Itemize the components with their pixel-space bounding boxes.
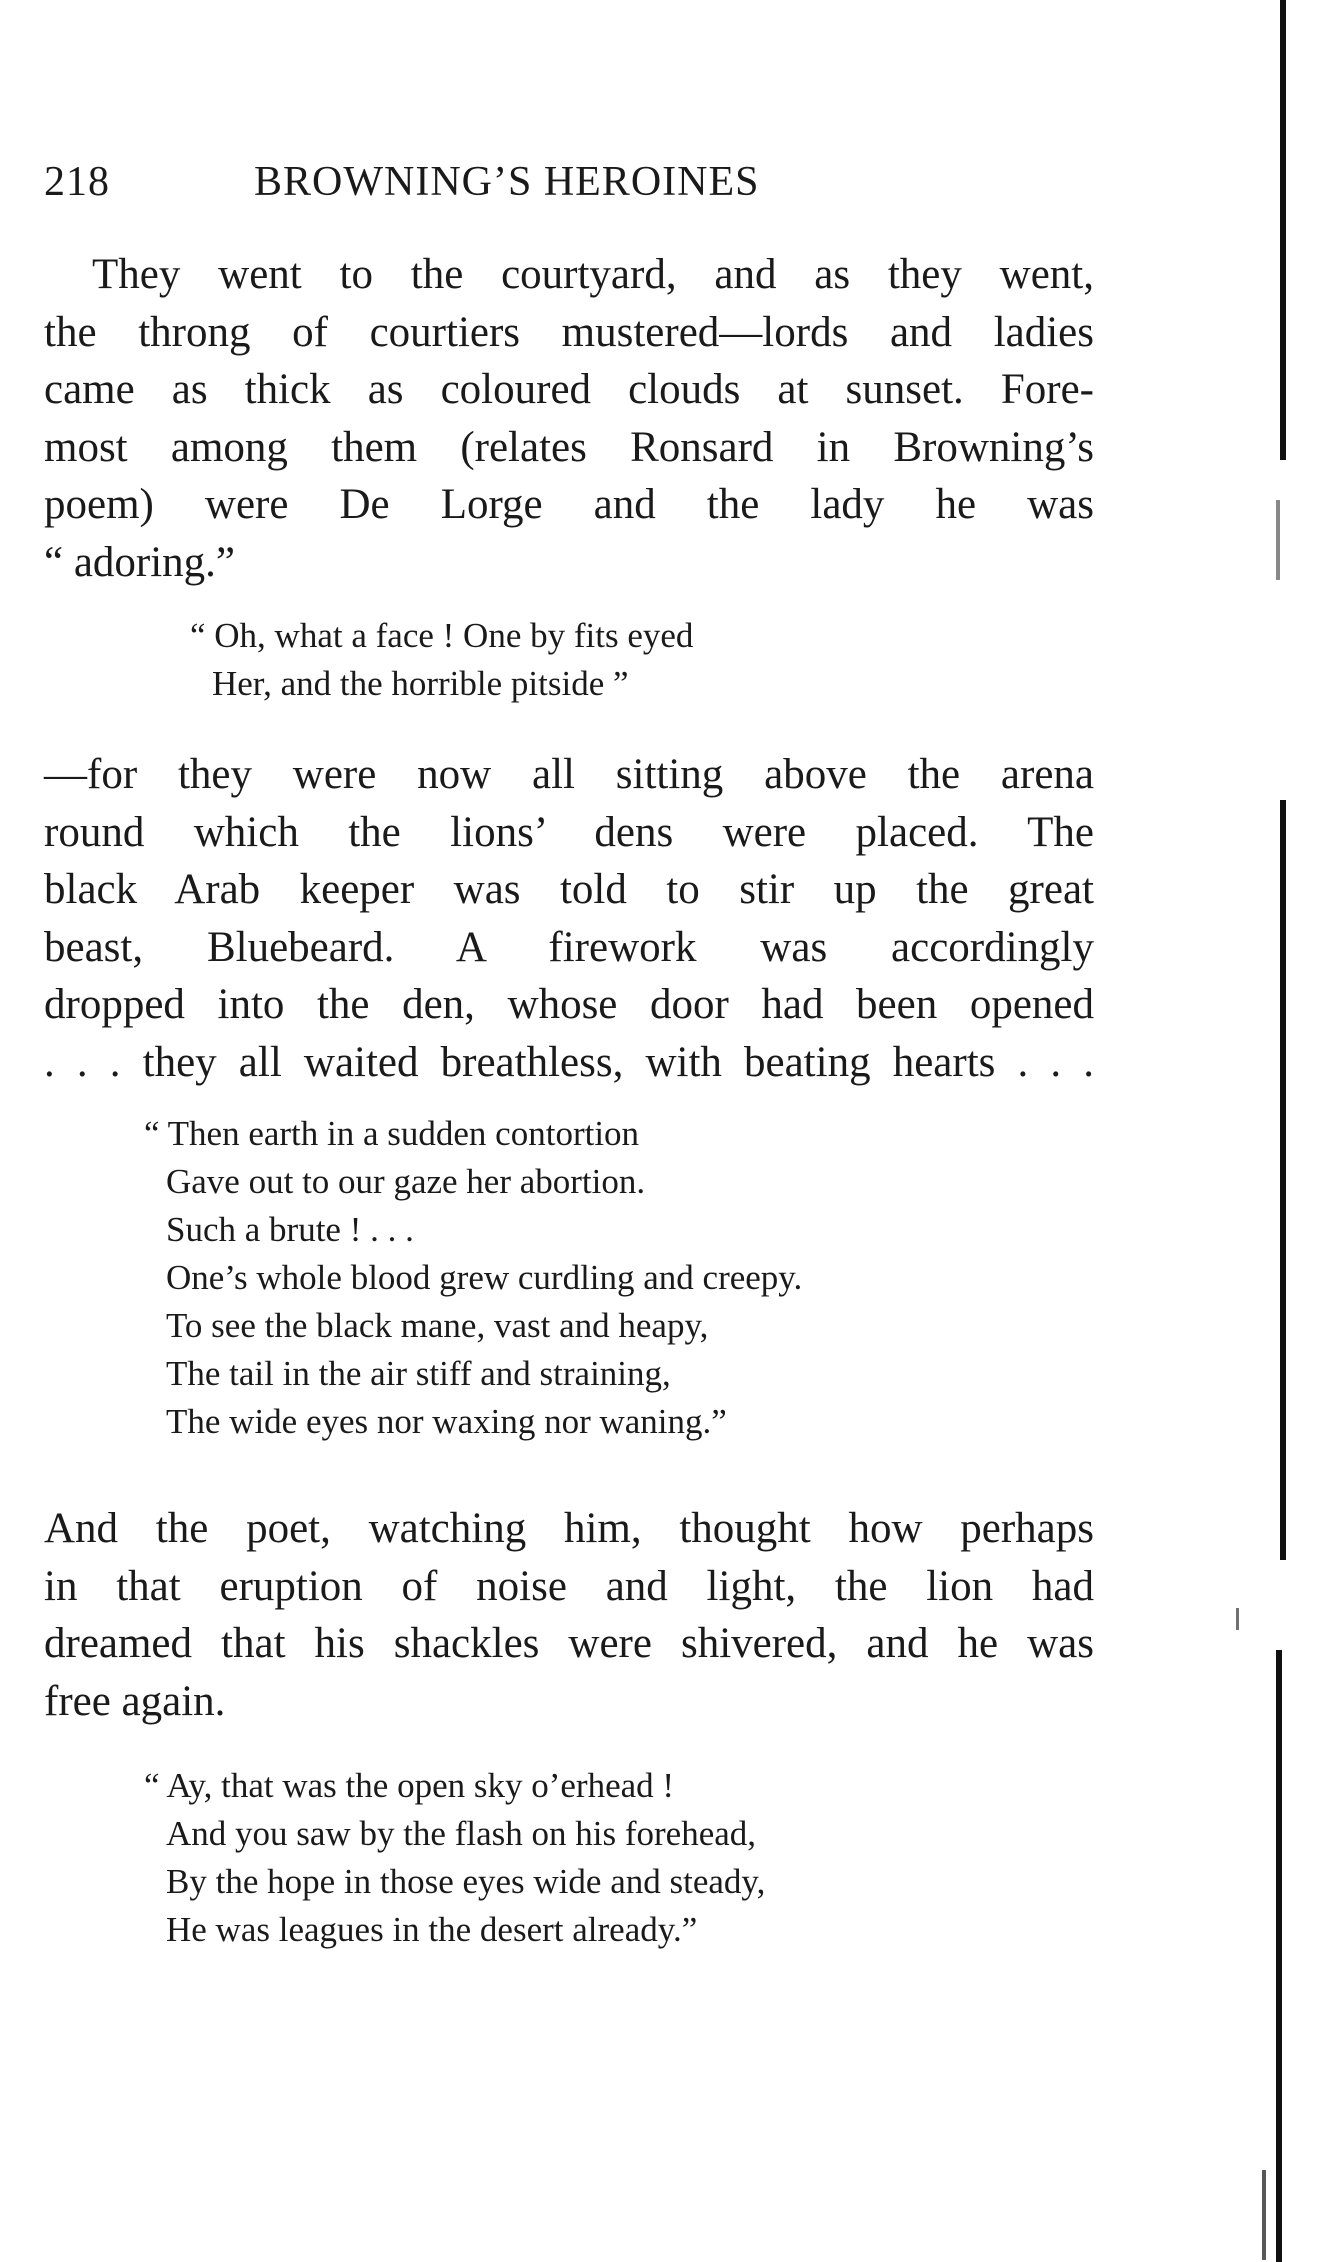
- verse-quote-1: [190, 612, 693, 708]
- verse-line: He was leagues in the desert already.”: [166, 1910, 698, 1949]
- verse-line: The tail in the air stiff and straining,: [166, 1354, 671, 1393]
- paragraph-line: the throng of courtiers mustered—lords and ladies: [44, 308, 1094, 356]
- running-title: BROWNING’S HEROINES: [254, 159, 760, 205]
- paragraph-3: [44, 1500, 1094, 1730]
- paragraph-line: free again.: [44, 1677, 226, 1725]
- verse-quote-3: [144, 1762, 765, 1954]
- paragraph-line: black Arab keeper was told to stir up the great: [44, 866, 1094, 913]
- paragraph-1: [44, 246, 1094, 591]
- paragraph-line: came as thick as coloured clouds at sunset. Fore-: [44, 366, 1094, 413]
- verse-line: The wide eyes nor waxing nor waning.”: [166, 1402, 727, 1441]
- paragraph-line: And the poet, watching him, thought how perhaps: [44, 1505, 1094, 1552]
- verse-line: To see the black mane, vast and heapy,: [166, 1306, 709, 1345]
- verse-line: One’s whole blood grew curdling and creepy.: [166, 1258, 803, 1297]
- verse-line: By the hope in those eyes wide and steady,: [166, 1862, 766, 1901]
- verse-line: “ Then earth in a sudden contortion: [144, 1114, 640, 1153]
- page-number: 218: [44, 159, 110, 205]
- page-header: [44, 158, 1104, 218]
- paragraph-line: most among them (relates Ronsard in Browning’s: [44, 423, 1094, 471]
- page-edge-shadow: [1276, 1650, 1282, 2262]
- page-edge-shadow: [1280, 800, 1286, 1560]
- paragraph-line: beast, Bluebeard. A firework was accordingly: [44, 923, 1094, 971]
- verse-line: Her, and the horrible pitside ”: [212, 664, 629, 703]
- verse-line: “ Ay, that was the open sky o’erhead !: [144, 1766, 675, 1805]
- paragraph-2: [44, 746, 1094, 1091]
- paragraph-line: dreamed that his shackles were shivered, and he was: [44, 1620, 1094, 1667]
- paragraph-line: —for they were now all sitting above the arena: [44, 751, 1094, 798]
- paragraph-line: round which the lions’ dens were placed. The: [44, 808, 1094, 856]
- paragraph-line: “ adoring.”: [44, 538, 236, 586]
- verse-line: Gave out to our gaze her abortion.: [166, 1162, 646, 1201]
- verse-quote-2: [144, 1110, 802, 1446]
- paragraph-line: . . . they all waited breathless, with beating hearts . . .: [44, 1038, 1094, 1086]
- page-edge-mark: [1262, 2170, 1266, 2260]
- paragraph-line: in that eruption of noise and light, the lion had: [44, 1562, 1094, 1610]
- page-edge-mark: [1236, 1608, 1239, 1630]
- verse-line: “ Oh, what a face ! One by fits eyed: [190, 616, 694, 655]
- verse-line: Such a brute ! . . .: [166, 1210, 414, 1249]
- paragraph-line: They went to the courtyard, and as they went,: [92, 251, 1094, 298]
- paragraph-line: poem) were De Lorge and the lady he was: [44, 481, 1094, 528]
- page-edge-shadow: [1276, 500, 1280, 580]
- paragraph-line: dropped into the den, whose door had been opened: [44, 981, 1094, 1028]
- verse-line: And you saw by the flash on his forehead,: [166, 1814, 757, 1853]
- page-edge-shadow: [1280, 0, 1286, 460]
